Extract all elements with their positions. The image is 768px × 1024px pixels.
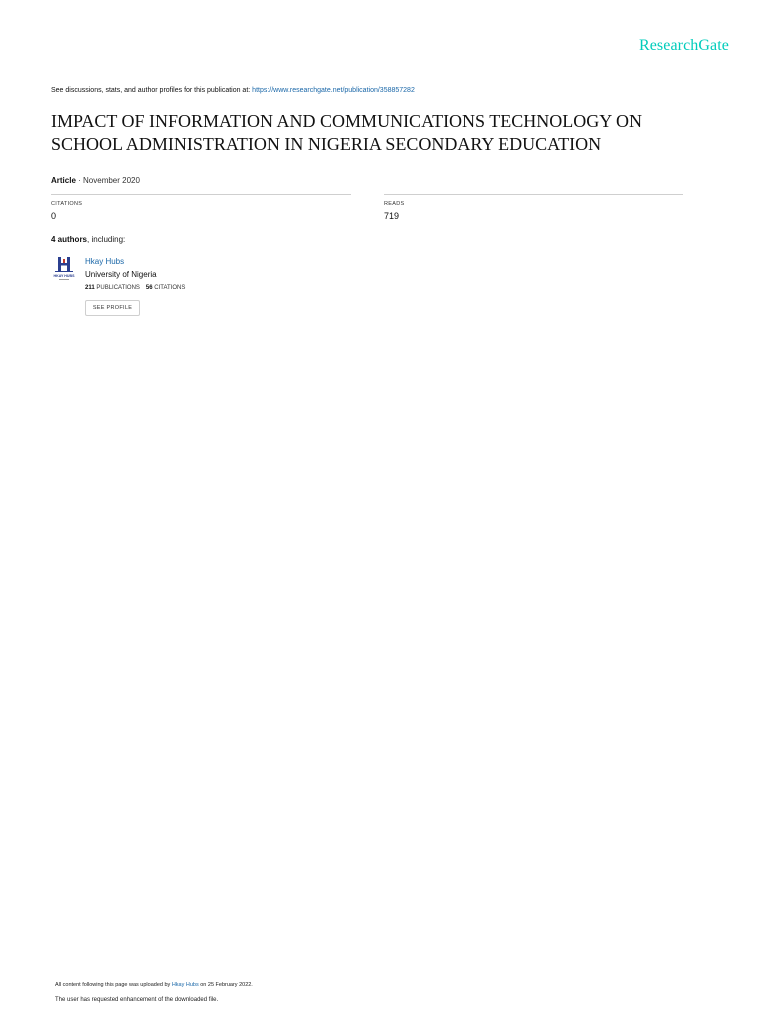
upload-suffix: on 25 February 2022.	[198, 982, 253, 988]
authors-including: , including:	[87, 235, 126, 244]
upload-note	[55, 982, 253, 988]
publication-date: · November 2020	[75, 176, 140, 185]
researchgate-logo[interactable]: ResearchGate	[638, 37, 729, 54]
reads-value: 719	[384, 211, 400, 221]
author-stats	[85, 285, 185, 291]
author-citations-count: 56	[145, 285, 153, 291]
citations-value: 0	[51, 211, 57, 221]
author-citations-label: CITATIONS	[152, 285, 186, 291]
discussion-text: See discussions, stats, and author profiles for this publication at:	[51, 87, 253, 94]
avatar-underline	[59, 279, 69, 280]
author-publications-label: PUBLICATIONS	[94, 285, 140, 291]
publication-link[interactable]: https://www.researchgate.net/publication/358857282	[252, 87, 415, 94]
publication-title-line-2: SCHOOL ADMINISTRATION IN NIGERIA SECONDARY EDUCATION	[51, 134, 602, 154]
authors-summary	[51, 235, 125, 244]
building-logo-icon	[55, 257, 73, 272]
uploader-link[interactable]: Hkay Hubs	[171, 982, 199, 988]
discussion-note	[51, 87, 415, 94]
citations-divider	[51, 194, 351, 195]
reads-divider	[384, 194, 683, 195]
citations-label: CITATIONS	[51, 201, 83, 207]
reads-label: READS	[384, 201, 405, 207]
author-institution: University of Nigeria	[85, 270, 157, 279]
publication-type: Article	[51, 176, 76, 185]
publication-title	[51, 110, 711, 156]
author-avatar[interactable]	[51, 255, 77, 283]
publication-meta	[51, 176, 140, 185]
enhancement-note: The user has requested enhancement of the downloaded file.	[55, 997, 219, 1003]
author-publications-count: 211	[85, 285, 95, 291]
authors-count: 4 authors	[51, 235, 88, 244]
author-name[interactable]: Hkay Hubs	[85, 257, 125, 266]
upload-prefix: All content following this page was uploaded by	[55, 982, 172, 988]
see-profile-button[interactable]: SEE PROFILE	[85, 300, 140, 316]
avatar-caption: HKAY HUBS	[53, 274, 75, 278]
publication-title-line-1: IMPACT OF INFORMATION AND COMMUNICATIONS TECHNOLOGY ON	[51, 111, 643, 131]
